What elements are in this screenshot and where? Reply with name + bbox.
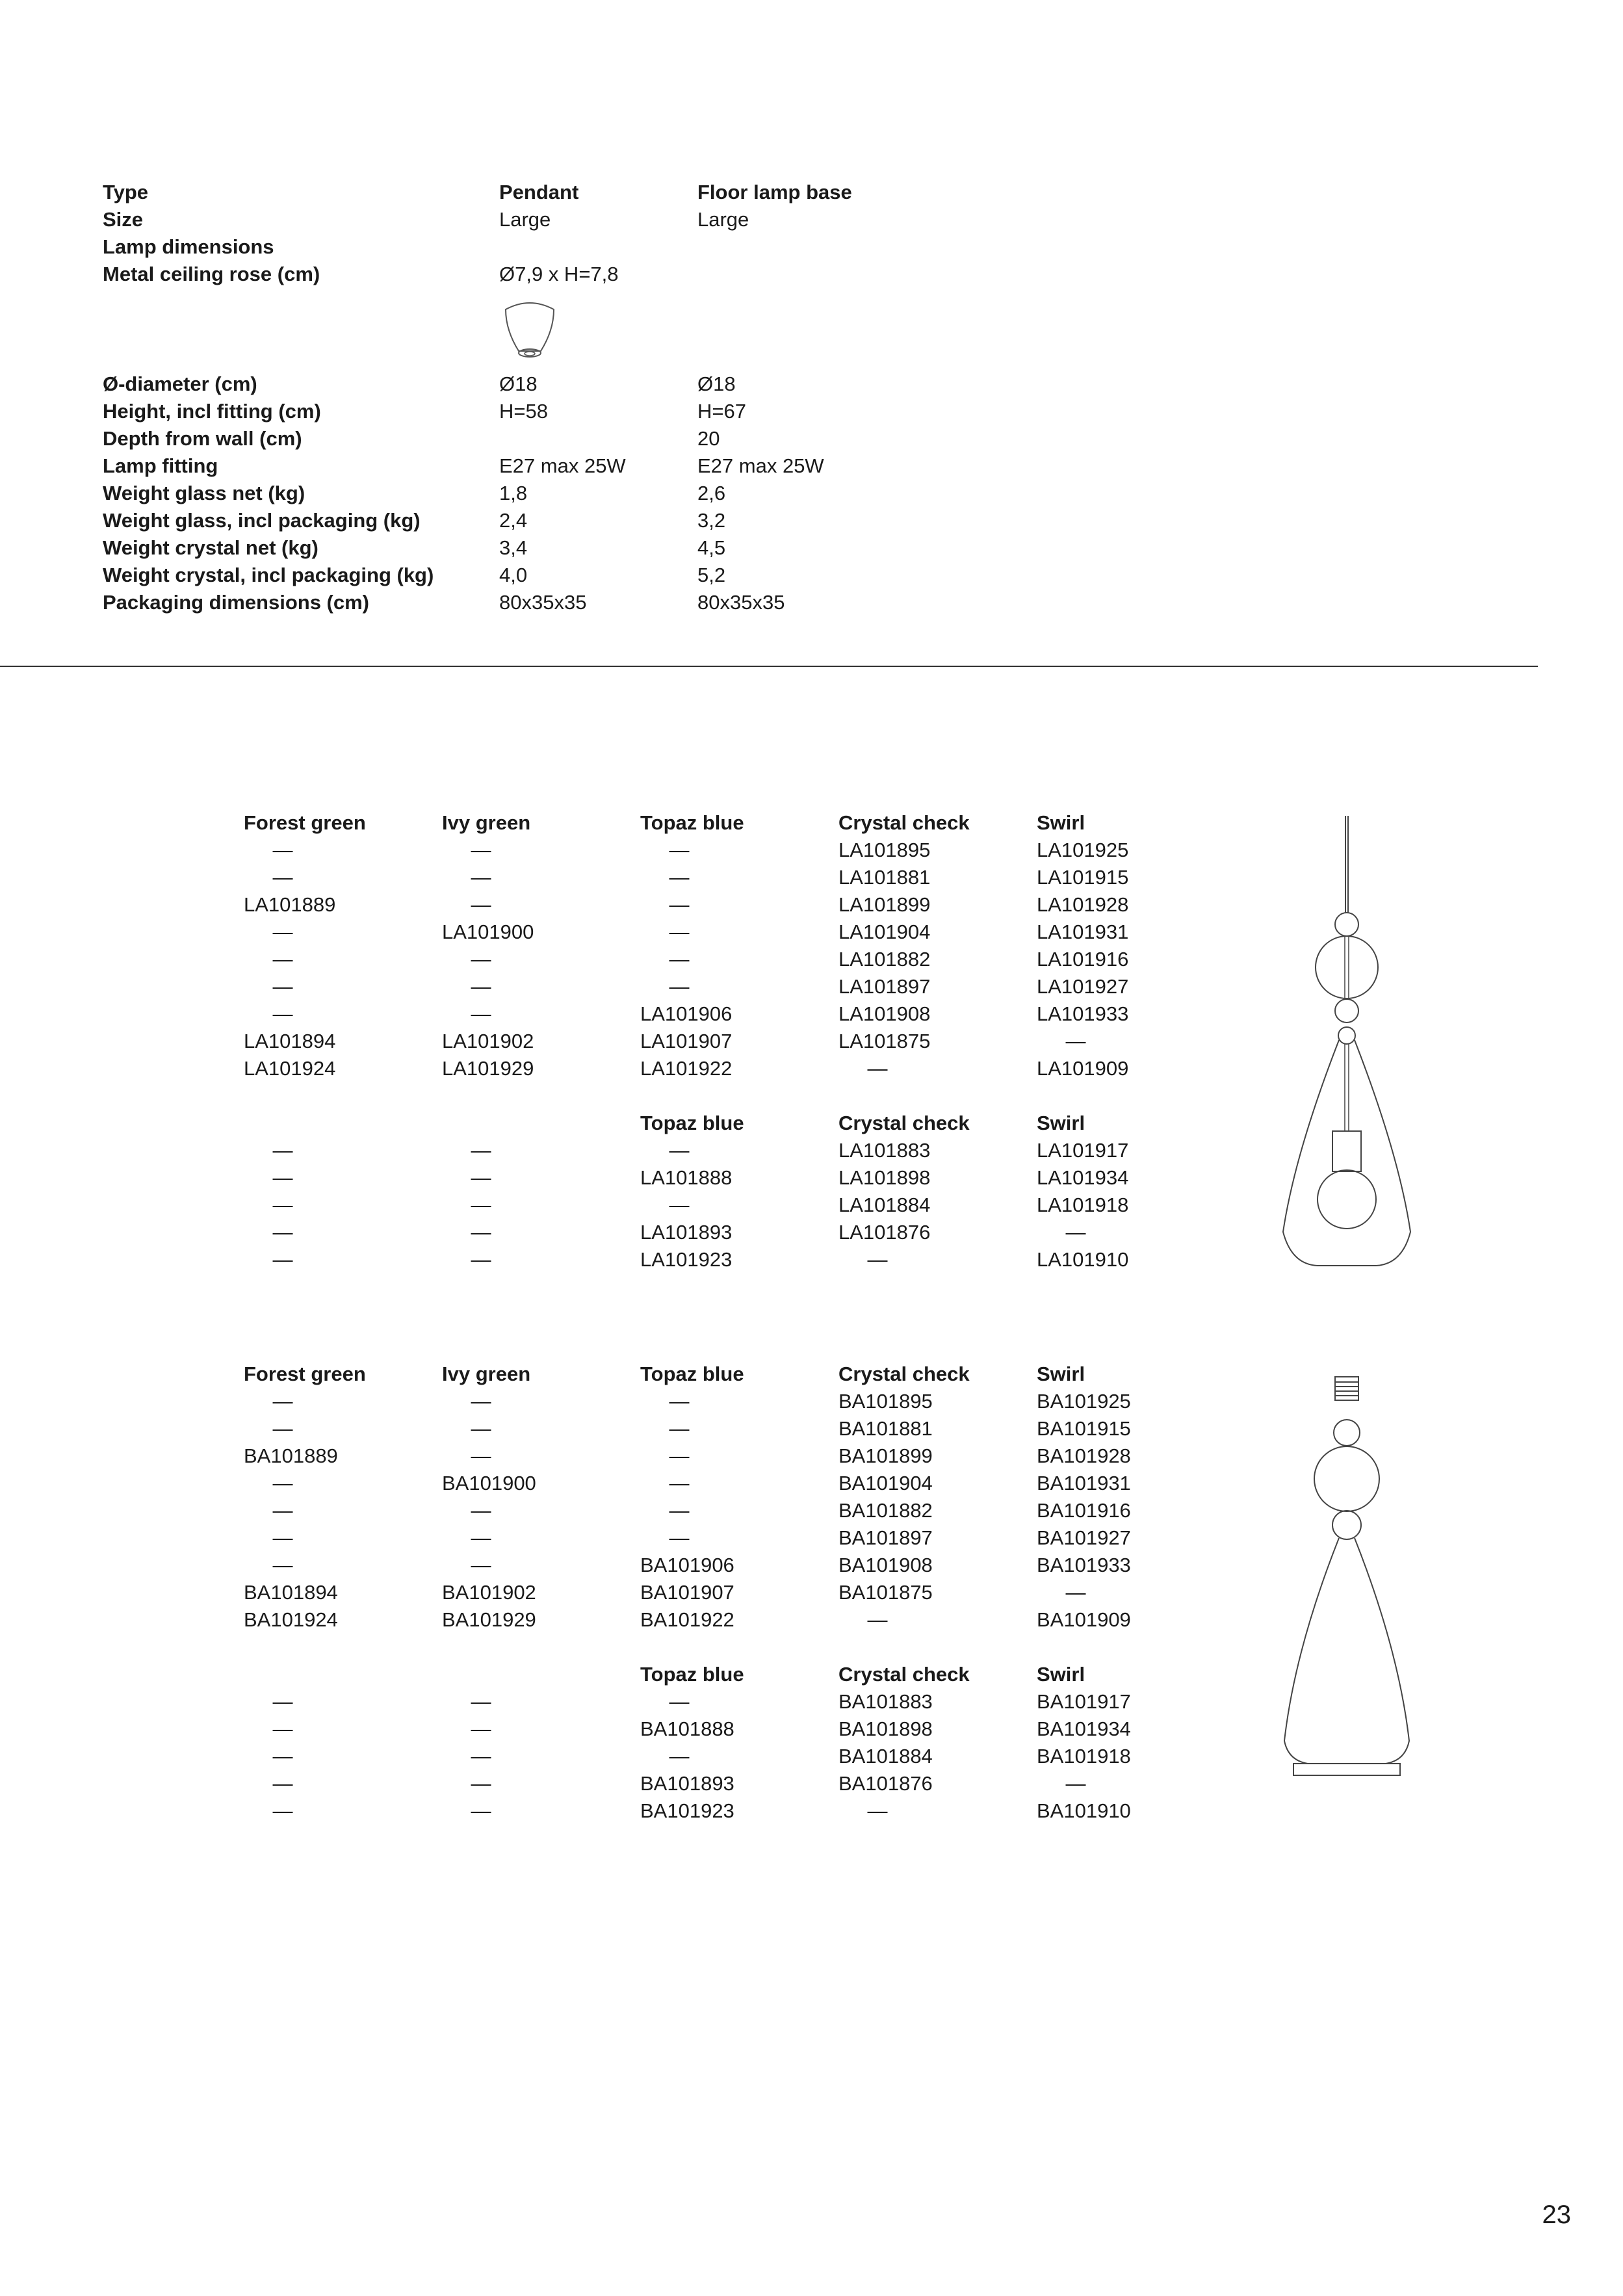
empty-cell-dash: — <box>471 1417 491 1440</box>
column-header: Ivy green <box>442 811 531 834</box>
spec-label: Weight glass net (kg) <box>103 482 305 504</box>
column-header: Ivy green <box>442 1363 531 1385</box>
empty-cell-dash: — <box>272 1002 293 1025</box>
spec-value-floor: E27 max 25W <box>697 454 824 477</box>
spec-label: Weight crystal net (kg) <box>103 536 318 559</box>
article-number: LA101927 <box>1037 975 1129 998</box>
empty-cell-dash: — <box>471 893 491 916</box>
empty-cell-dash: — <box>471 1444 491 1467</box>
empty-cell-dash: — <box>471 1690 491 1713</box>
article-number: BA101916 <box>1037 1499 1131 1522</box>
empty-cell-dash: — <box>1065 1221 1086 1244</box>
empty-cell-dash: — <box>669 866 690 889</box>
empty-cell-dash: — <box>272 1554 293 1576</box>
column-header: Topaz blue <box>640 811 744 834</box>
empty-cell-dash: — <box>669 1526 690 1549</box>
empty-cell-dash: — <box>471 1221 491 1244</box>
page-number: 23 <box>1542 2200 1571 2229</box>
spec-value-pendant: 4,0 <box>499 564 528 586</box>
article-number: BA101925 <box>1037 1390 1131 1413</box>
article-number: LA101883 <box>838 1139 931 1162</box>
article-number: LA101888 <box>640 1166 733 1189</box>
article-number: BA101909 <box>1037 1608 1131 1631</box>
article-number: LA101915 <box>1037 866 1129 889</box>
spec-label: Ø-diameter (cm) <box>103 372 257 395</box>
article-number: BA101889 <box>244 1444 338 1467</box>
empty-cell-dash: — <box>471 1772 491 1795</box>
ceiling-rose-icon <box>500 298 559 363</box>
article-number: LA101876 <box>838 1221 931 1244</box>
spec-value-floor: 2,6 <box>697 482 726 504</box>
article-number: BA101922 <box>640 1608 734 1631</box>
empty-cell-dash: — <box>272 1417 293 1440</box>
column-header: Swirl <box>1037 1112 1085 1134</box>
article-number: LA101916 <box>1037 948 1129 971</box>
empty-cell-dash: — <box>471 1139 491 1162</box>
article-number: LA101933 <box>1037 1002 1129 1025</box>
spec-label: Lamp dimensions <box>103 235 274 258</box>
column-header: Crystal check <box>838 1363 970 1385</box>
spec-label: Depth from wall (cm) <box>103 427 302 450</box>
article-number: LA101918 <box>1037 1194 1129 1216</box>
empty-cell-dash: — <box>272 1390 293 1413</box>
article-number: BA101915 <box>1037 1417 1131 1440</box>
spec-value-pendant: Ø18 <box>499 372 538 395</box>
empty-cell-dash: — <box>867 1608 888 1631</box>
article-number: BA101876 <box>838 1772 933 1795</box>
empty-cell-dash: — <box>471 1194 491 1216</box>
floor-lamp-base-icon <box>1269 1377 1425 1780</box>
empty-cell-dash: — <box>471 1002 491 1025</box>
empty-cell-dash: — <box>272 1194 293 1216</box>
article-number: BA101904 <box>838 1472 933 1494</box>
article-number: LA101923 <box>640 1248 733 1271</box>
article-number: BA101897 <box>838 1526 933 1549</box>
empty-cell-dash: — <box>471 839 491 861</box>
empty-cell-dash: — <box>471 975 491 998</box>
article-number: LA101897 <box>838 975 931 998</box>
empty-cell-dash: — <box>272 1526 293 1549</box>
empty-cell-dash: — <box>272 1221 293 1244</box>
article-number: LA101934 <box>1037 1166 1129 1189</box>
empty-cell-dash: — <box>272 1717 293 1740</box>
empty-cell-dash: — <box>867 1799 888 1822</box>
article-number: BA101900 <box>442 1472 536 1494</box>
empty-cell-dash: — <box>669 1444 690 1467</box>
spec-label: Type <box>103 181 149 203</box>
column-header: Swirl <box>1037 1363 1085 1385</box>
empty-cell-dash: — <box>669 839 690 861</box>
column-header: Swirl <box>1037 1663 1085 1686</box>
empty-cell-dash: — <box>471 1390 491 1413</box>
empty-cell-dash: — <box>272 975 293 998</box>
article-number: LA101906 <box>640 1002 733 1025</box>
empty-cell-dash: — <box>471 1799 491 1822</box>
empty-cell-dash: — <box>272 839 293 861</box>
empty-cell-dash: — <box>272 1166 293 1189</box>
article-number: BA101898 <box>838 1717 933 1740</box>
article-number: BA101908 <box>838 1554 933 1576</box>
column-header: Crystal check <box>838 811 970 834</box>
empty-cell-dash: — <box>471 1526 491 1549</box>
empty-cell-dash: — <box>669 948 690 971</box>
empty-cell-dash: — <box>272 1772 293 1795</box>
article-number: LA101928 <box>1037 893 1129 916</box>
article-number: LA101899 <box>838 893 931 916</box>
empty-cell-dash: — <box>867 1057 888 1080</box>
pendant-lamp-icon <box>1269 816 1425 1271</box>
article-number: BA101917 <box>1037 1690 1131 1713</box>
empty-cell-dash: — <box>471 1717 491 1740</box>
empty-cell-dash: — <box>669 1417 690 1440</box>
empty-cell-dash: — <box>471 1248 491 1271</box>
article-number: LA101895 <box>838 839 931 861</box>
article-number: BA101881 <box>838 1417 933 1440</box>
article-number: BA101895 <box>838 1390 933 1413</box>
spec-value-pendant: Pendant <box>499 181 579 203</box>
empty-cell-dash: — <box>272 1472 293 1494</box>
empty-cell-dash: — <box>471 948 491 971</box>
spec-value-floor: 5,2 <box>697 564 726 586</box>
article-number: BA101929 <box>442 1608 536 1631</box>
spec-value-floor: 20 <box>697 427 720 450</box>
spec-value-pendant: 1,8 <box>499 482 528 504</box>
spec-value-floor: H=67 <box>697 400 746 423</box>
spec-value-pendant: 2,4 <box>499 509 528 532</box>
article-number: LA101875 <box>838 1030 931 1052</box>
spec-value-pendant: E27 max 25W <box>499 454 626 477</box>
column-header: Forest green <box>244 811 366 834</box>
empty-cell-dash: — <box>669 1499 690 1522</box>
article-number: LA101917 <box>1037 1139 1129 1162</box>
article-number: BA101883 <box>838 1690 933 1713</box>
article-number: BA101907 <box>640 1581 734 1604</box>
empty-cell-dash: — <box>471 1166 491 1189</box>
spec-value-floor: Ø18 <box>697 372 736 395</box>
empty-cell-dash: — <box>471 866 491 889</box>
article-number: LA101910 <box>1037 1248 1129 1271</box>
empty-cell-dash: — <box>669 893 690 916</box>
article-number: LA101908 <box>838 1002 931 1025</box>
empty-cell-dash: — <box>272 1745 293 1768</box>
spec-value-pendant: H=58 <box>499 400 548 423</box>
column-header: Crystal check <box>838 1112 970 1134</box>
empty-cell-dash: — <box>669 1745 690 1768</box>
article-number: LA101902 <box>442 1030 534 1052</box>
article-number: BA101931 <box>1037 1472 1131 1494</box>
spec-value-floor: Floor lamp base <box>697 181 852 203</box>
article-number: LA101882 <box>838 948 931 971</box>
empty-cell-dash: — <box>272 1499 293 1522</box>
empty-cell-dash: — <box>1065 1581 1086 1604</box>
empty-cell-dash: — <box>669 1139 690 1162</box>
article-number: BA101894 <box>244 1581 338 1604</box>
article-number: BA101893 <box>640 1772 734 1795</box>
empty-cell-dash: — <box>272 1799 293 1822</box>
article-number: LA101898 <box>838 1166 931 1189</box>
article-number: LA101922 <box>640 1057 733 1080</box>
spec-label: Height, incl fitting (cm) <box>103 400 321 423</box>
article-number: BA101875 <box>838 1581 933 1604</box>
article-number: BA101910 <box>1037 1799 1131 1822</box>
empty-cell-dash: — <box>867 1248 888 1271</box>
article-number: BA101934 <box>1037 1717 1131 1740</box>
article-number: LA101889 <box>244 893 336 916</box>
spec-label: Packaging dimensions (cm) <box>103 591 369 614</box>
article-number: BA101888 <box>640 1717 734 1740</box>
section-divider <box>0 666 1538 667</box>
article-number: BA101902 <box>442 1581 536 1604</box>
article-number: BA101918 <box>1037 1745 1131 1768</box>
spec-value-floor: 4,5 <box>697 536 726 559</box>
article-number: LA101900 <box>442 920 534 943</box>
empty-cell-dash: — <box>669 1690 690 1713</box>
article-number: BA101933 <box>1037 1554 1131 1576</box>
article-number: BA101924 <box>244 1608 338 1631</box>
spec-value-floor: 3,2 <box>697 509 726 532</box>
column-header: Forest green <box>244 1363 366 1385</box>
spec-value-pendant: 80x35x35 <box>499 591 587 614</box>
article-number: BA101927 <box>1037 1526 1131 1549</box>
spec-value-pendant: 3,4 <box>499 536 528 559</box>
empty-cell-dash: — <box>669 920 690 943</box>
empty-cell-dash: — <box>471 1745 491 1768</box>
empty-cell-dash: — <box>471 1499 491 1522</box>
article-number: BA101884 <box>838 1745 933 1768</box>
empty-cell-dash: — <box>272 866 293 889</box>
column-header: Crystal check <box>838 1663 970 1686</box>
article-number: LA101904 <box>838 920 931 943</box>
article-number: LA101907 <box>640 1030 733 1052</box>
empty-cell-dash: — <box>1065 1772 1086 1795</box>
article-number: LA101929 <box>442 1057 534 1080</box>
article-number: LA101925 <box>1037 839 1129 861</box>
article-number: BA101899 <box>838 1444 933 1467</box>
empty-cell-dash: — <box>669 1194 690 1216</box>
spec-label: Metal ceiling rose (cm) <box>103 263 320 285</box>
empty-cell-dash: — <box>272 1248 293 1271</box>
column-header: Topaz blue <box>640 1112 744 1134</box>
empty-cell-dash: — <box>272 1690 293 1713</box>
article-number: LA101894 <box>244 1030 336 1052</box>
empty-cell-dash: — <box>272 1139 293 1162</box>
spec-value-pendant: Large <box>499 208 551 231</box>
spec-label: Weight crystal, incl packaging (kg) <box>103 564 434 586</box>
article-number: LA101893 <box>640 1221 733 1244</box>
article-number: LA101909 <box>1037 1057 1129 1080</box>
column-header: Topaz blue <box>640 1363 744 1385</box>
article-number: LA101931 <box>1037 920 1129 943</box>
empty-cell-dash: — <box>471 1554 491 1576</box>
empty-cell-dash: — <box>669 975 690 998</box>
spec-value-floor: 80x35x35 <box>697 591 785 614</box>
spec-label: Lamp fitting <box>103 454 218 477</box>
article-number: BA101928 <box>1037 1444 1131 1467</box>
article-number: BA101923 <box>640 1799 734 1822</box>
spec-label: Size <box>103 208 144 231</box>
article-number: LA101884 <box>838 1194 931 1216</box>
empty-cell-dash: — <box>669 1472 690 1494</box>
spec-value-pendant: Ø7,9 x H=7,8 <box>499 263 619 285</box>
article-number: LA101881 <box>838 866 931 889</box>
empty-cell-dash: — <box>669 1390 690 1413</box>
article-number: LA101924 <box>244 1057 336 1080</box>
column-header: Topaz blue <box>640 1663 744 1686</box>
article-number: BA101906 <box>640 1554 734 1576</box>
empty-cell-dash: — <box>272 920 293 943</box>
empty-cell-dash: — <box>272 948 293 971</box>
spec-value-floor: Large <box>697 208 749 231</box>
spec-label: Weight glass, incl packaging (kg) <box>103 509 421 532</box>
empty-cell-dash: — <box>1065 1030 1086 1052</box>
column-header: Swirl <box>1037 811 1085 834</box>
article-number: BA101882 <box>838 1499 933 1522</box>
